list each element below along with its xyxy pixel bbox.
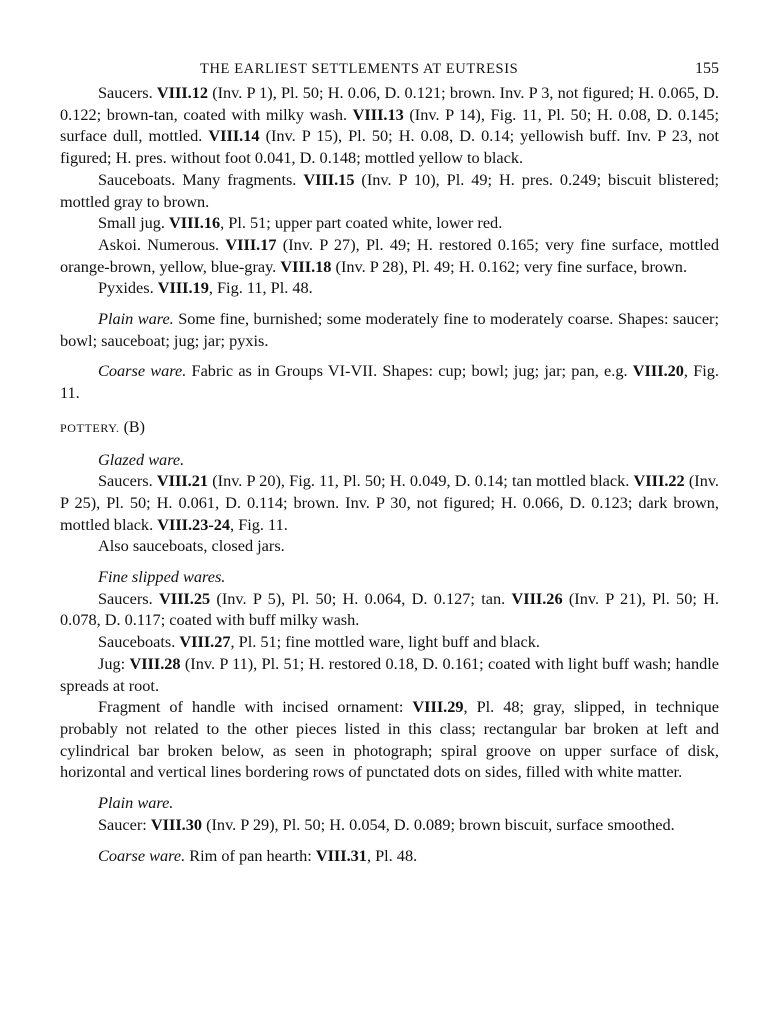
catalog-number: VIII.16 — [169, 213, 221, 233]
text: Saucers. — [98, 83, 157, 102]
ware-heading: Coarse ware. — [98, 845, 186, 865]
paragraph-pyxides — [60, 277, 719, 299]
catalog-number: VIII.25 — [159, 588, 211, 608]
catalog-number: VIII.18 — [280, 256, 332, 276]
catalog-number: VIII.17 — [225, 234, 277, 254]
catalog-number: VIII.22 — [633, 471, 685, 491]
text: Saucers. — [98, 471, 157, 491]
section-label: POTTERY. — [60, 420, 120, 435]
spacer — [60, 836, 719, 845]
text: , Fig. 11. — [60, 361, 720, 403]
text: (Inv. P 11), Pl. 51; H. restored 0.18, D. 0.161; coated with light buff wash; handle spreads at root. — [60, 653, 719, 695]
text: (Inv. P 20), Fig. 11, Pl. 50; H. 0.049, D. 0.14; tan mottled black. — [208, 471, 634, 491]
text: Sauceboats. Many fragments. — [98, 169, 304, 189]
text: Sauceboats. — [98, 632, 180, 652]
text: (Inv. P 15), Pl. 50; H. 0.08, D. 0.14; yellowish buff. Inv. P 23, not figured; H. pres. without foot 0.041, D. 0.148; mottled yellow to black. — [60, 126, 719, 168]
paragraph-also-sauceboats: Also sauceboats, closed jars. — [98, 536, 285, 556]
text: , Pl. 48. — [366, 845, 418, 865]
catalog-number: VIII.30 — [150, 814, 203, 834]
paragraph-coarse-ware-hearth — [60, 845, 719, 867]
body-text — [60, 82, 719, 866]
catalog-number: VIII.21 — [156, 471, 209, 491]
catalog-number: VIII.15 — [303, 169, 355, 189]
catalog-number: VIII.12 — [156, 83, 209, 102]
text: , Pl. 51; fine mottled ware, light buff and black. — [230, 632, 540, 652]
text: , Pl. 51; upper part coated white, lower red. — [220, 213, 503, 233]
text: Some fine, burnished; some moderately fine to moderately coarse. Shapes: saucer; bowl; sauceboat; jug; jar; pyxis. — [60, 309, 720, 350]
text: (Inv. P 5), Pl. 50; H. 0.064, D. 0.127; tan. — [210, 588, 512, 608]
text: (Inv. P 29), Pl. 50; H. 0.054, D. 0.089; brown biscuit, surface smoothed. — [202, 814, 675, 834]
text: Pyxides. — [98, 278, 158, 298]
spacer — [60, 557, 719, 566]
text: (Inv. P 28), Pl. 49; H. 0.162; very fine surface, brown. — [331, 256, 688, 276]
text: Rim of pan hearth: — [185, 845, 316, 865]
paragraph-saucers-viii-25 — [60, 588, 719, 631]
text: (Inv. P 21), Pl. 50; H. 0.078, D. 0.117; coated with buff milky wash. — [60, 588, 719, 630]
paragraph-sauceboats — [60, 169, 719, 212]
text: (Inv. P 10), Pl. 49; H. pres. 0.249; biscuit blistered; mottled gray to brown. — [60, 169, 719, 211]
paragraph-small-jug — [60, 212, 719, 234]
ware-heading: Plain ware. — [98, 309, 174, 329]
text: , Fig. 11. — [230, 514, 288, 534]
section-suffix: (B) — [119, 418, 145, 436]
catalog-number: VIII.29 — [412, 697, 464, 717]
spacer — [60, 440, 719, 449]
catalog-number: VIII.20 — [632, 361, 684, 381]
catalog-number: VIII.23-24 — [157, 514, 231, 534]
text: (Inv. P 27), Pl. 49; H. restored 0.165; very fine surface, mottled orange-brown, yellow, blue-gray. — [60, 234, 719, 276]
paragraph-fragment-of-handle — [60, 696, 719, 783]
ware-heading: Coarse ware. — [98, 361, 187, 381]
catalog-number: VIII.19 — [157, 278, 209, 298]
text: , Fig. 11, Pl. 48. — [208, 278, 313, 298]
catalog-number: VIII.14 — [208, 126, 260, 146]
spacer — [60, 351, 719, 360]
text: (Inv. P 25), Pl. 50; H. 0.061, D. 0.114; brown. Inv. P 30, not figured; H. 0.066, D. 0.123; dark brown, mottled black. — [60, 471, 719, 534]
text: Jug: — [98, 653, 130, 673]
text: Saucer: — [98, 814, 151, 834]
subheading-fine-slipped-wares: Fine slipped wares. — [98, 567, 226, 587]
text: Askoi. Numerous. — [98, 234, 226, 254]
paragraph-saucers-viii-21 — [60, 470, 719, 535]
paragraph-plain-ware — [60, 308, 719, 351]
spacer — [60, 299, 719, 308]
section-heading — [60, 417, 719, 440]
catalog-number: VIII.13 — [352, 104, 404, 124]
spacer — [60, 404, 719, 417]
paragraph-sauceboats-viii-27 — [60, 631, 719, 653]
catalog-number: VIII.26 — [511, 588, 563, 608]
spacer — [60, 783, 719, 792]
running-title: THE EARLIEST SETTLEMENTS AT EUTRESIS — [200, 61, 519, 77]
text: (Inv. P 14), Fig. 11, Pl. 50; H. 0.08, D. 0.145; surface dull, mottled. — [60, 104, 720, 146]
page — [60, 56, 719, 866]
text: Saucers. — [98, 588, 159, 608]
catalog-number: VIII.31 — [315, 845, 367, 865]
text: Fragment of handle with incised ornament: — [98, 697, 413, 717]
paragraph-askoi — [60, 234, 719, 277]
text: Fabric as in Groups VI-VII. Shapes: cup; bowl; jug; jar; pan, e.g. — [186, 361, 633, 381]
text: Small jug. — [98, 213, 170, 233]
page-number: 155 — [695, 60, 719, 77]
running-header — [60, 56, 719, 82]
subheading-plain-ware: Plain ware. — [98, 793, 174, 813]
text: , Pl. 48; gray, slipped, in technique probably not related to the other pieces listed in this class; rectangular bar broken at left and cylindrical bar broken below, as seen in photograph; spiral groove on upper surface of disk, horizontal and vertical lines bordering rows of punctated dots on sides, filled with white matter. — [60, 697, 719, 782]
paragraph-jug-viii-28 — [60, 653, 719, 696]
paragraph-saucers-viii-12 — [60, 82, 719, 169]
paragraph-saucer-viii-30 — [60, 814, 719, 836]
paragraph-coarse-ware — [60, 360, 719, 403]
subheading-glazed-ware: Glazed ware. — [98, 449, 185, 469]
catalog-number: VIII.27 — [179, 632, 231, 652]
catalog-number: VIII.28 — [129, 653, 181, 673]
text: (Inv. P 1), Pl. 50; H. 0.06, D. 0.121; brown. Inv. P 3, not figured; H. 0.065, D. 0.122; brown-tan, coated with milky wash. — [60, 83, 719, 124]
